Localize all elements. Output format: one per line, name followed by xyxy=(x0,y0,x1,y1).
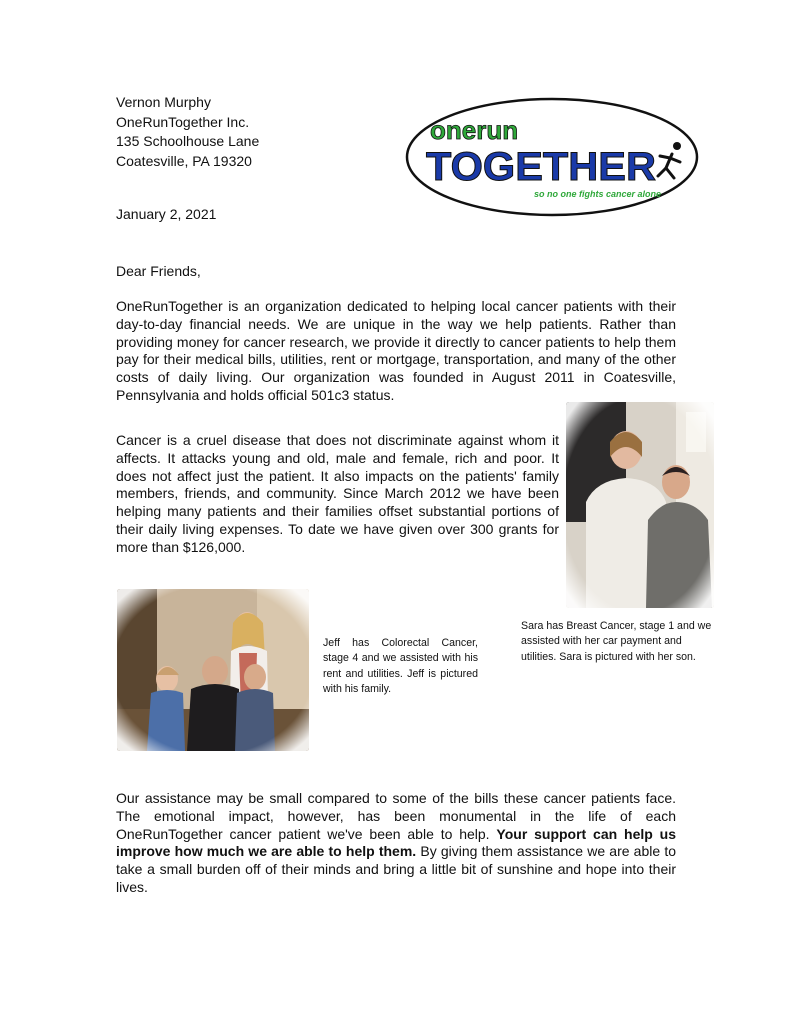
paragraph-cancer: Cancer is a cruel disease that does not discriminate against whom it affects. It attacks young and old, male and female, rich and poor. It does not affect just the patient. It also impacts on the patients' family members, friends, and community. Since March 2012 we have been helping many patients and their families offset substantial portions of their daily living expenses. To date we have given over 300 grants for more than $126,000. xyxy=(116,432,559,555)
jeff-photo xyxy=(117,589,309,751)
caption-jeff: Jeff has Colorectal Cancer, stage 4 and we assisted with his rent and utilities. Jeff is pictured with his family. xyxy=(323,637,478,696)
logo-top-word: onerun xyxy=(430,115,519,145)
logo-tagline: so no one fights cancer alone xyxy=(534,189,662,199)
support-text-1: Our assistance may be small compared to some of the bills these cancer patients face. The emotional impact, however, has been monumental in the life of each OneRunTogether cancer patient we've been able to help. xyxy=(116,790,676,842)
sender-street: 135 Schoolhouse Lane xyxy=(116,133,260,149)
sender-org: OneRunTogether Inc. xyxy=(116,113,250,130)
sender-city: Coatesville, PA 19320 xyxy=(116,152,252,169)
support-text-2: By giving them assistance we are able to take a small burden off of their minds and bring a little bit of sunshine and hope into their lives. xyxy=(116,843,676,895)
paragraph-intro: OneRunTogether is an organization dedicated to helping local cancer patients with their day-to-day financial needs. We are unique in the way we help patients. Rather than providing money for cancer research, we provide it directly to cancer patients to help them pay for their medical bills, utilities, rent or mortgage, transportation, and many of the other costs of daily living. Our organization was founded in August 2011 in Coatesville, Pennsylvania and holds official 501c3 status. xyxy=(116,298,676,403)
logo-main-word: TOGETHER xyxy=(426,145,657,189)
letter-date: January 2, 2021 xyxy=(116,206,217,222)
sender-address xyxy=(116,93,259,171)
greeting: Dear Friends, xyxy=(116,263,201,279)
paragraph-support xyxy=(116,790,676,897)
caption-sara: Sara has Breast Cancer, stage 1 and we assisted with her car payment and utilities. Sara is pictured with her son. xyxy=(521,620,712,663)
sara-photo xyxy=(566,402,714,608)
sender-name: Vernon Murphy xyxy=(116,94,211,110)
onerun-together-logo xyxy=(404,96,700,218)
support-text-bold: Your support can help us improve how much we are able to help them. xyxy=(116,825,676,860)
